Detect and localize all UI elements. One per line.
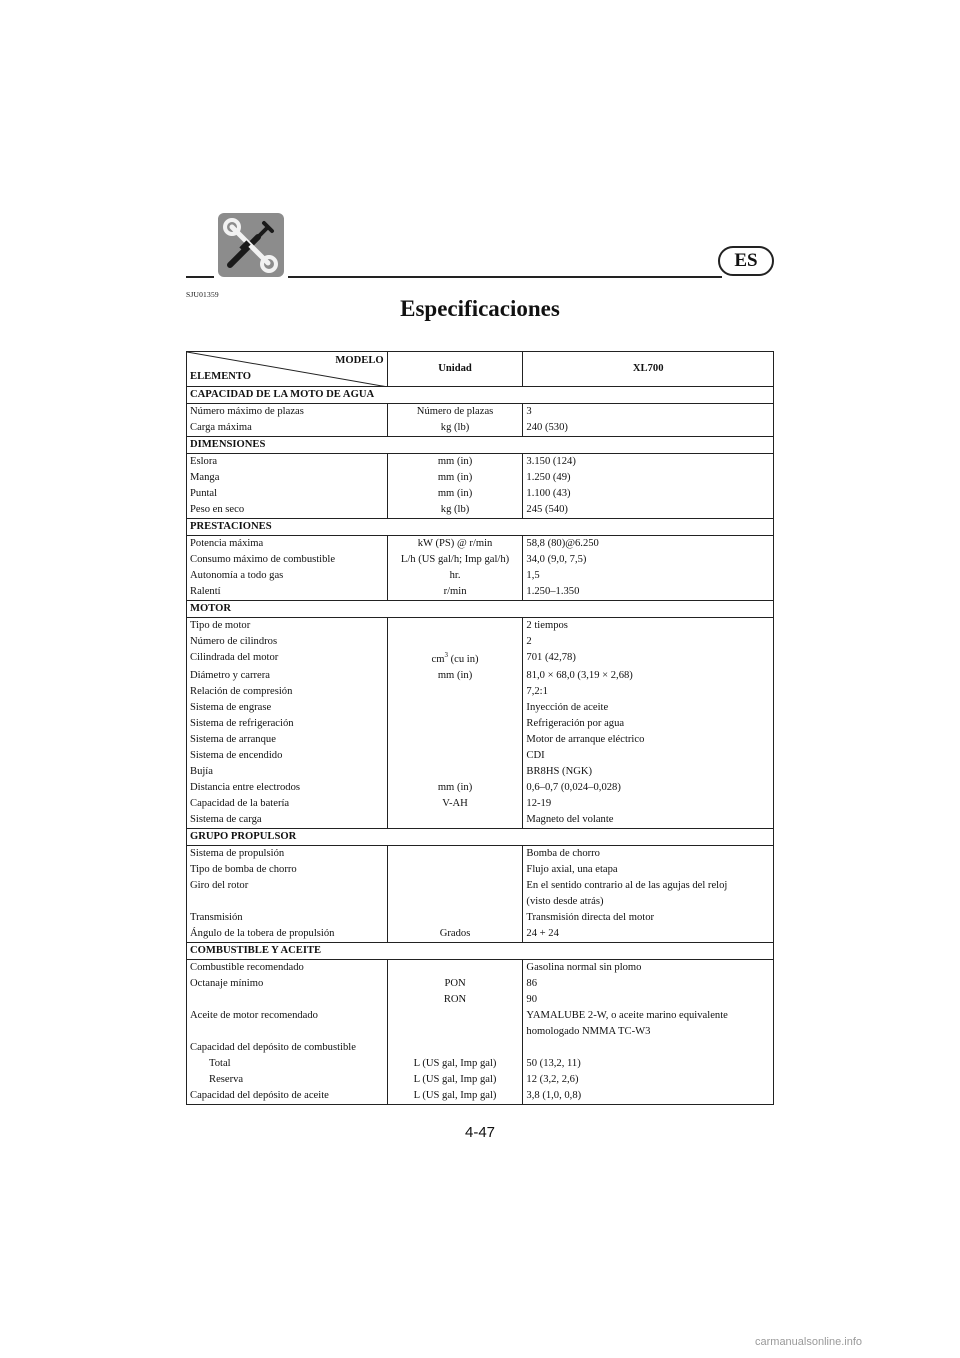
table-row: Distancia entre electrodos mm (in) 0,6–0,7 (0,024–0,028) xyxy=(187,780,774,796)
table-row: Cilindrada del motor $cm^3$ (cu in) 701 (42,78) xyxy=(187,650,774,668)
header-model: XL700 xyxy=(523,352,774,387)
watermark: carmanualsonline.info xyxy=(755,1336,863,1348)
table-row: Sistema de encendido CDI xyxy=(187,748,774,764)
table-row: Sistema de carga Magneto del volante xyxy=(187,812,774,829)
table-row: Tipo de bomba de chorro Flujo axial, una etapa xyxy=(187,862,774,878)
table-row: Sistema de engrase Inyección de aceite xyxy=(187,700,774,716)
table-row: Bujía BR8HS (NGK) xyxy=(187,764,774,780)
section-row: COMBUSTIBLE Y ACEITE xyxy=(187,943,774,960)
table-row: Peso en seco kg (lb) 245 (540) xyxy=(187,502,774,519)
header-rule-right xyxy=(288,276,722,278)
table-row: Puntal mm (in) 1.100 (43) xyxy=(187,486,774,502)
table-row: Capacidad del depósito de aceite L (US gal, Imp gal) 3,8 (1,0, 0,8) xyxy=(187,1088,774,1105)
section-row: CAPACIDAD DE LA MOTO DE AGUA xyxy=(187,387,774,404)
table-row: Potencia máxima kW (PS) @ r/min 58,8 (80)@6.250 xyxy=(187,536,774,553)
header-modelo: MODELO xyxy=(335,355,384,366)
table-row: Sistema de arranque Motor de arranque eléctrico xyxy=(187,732,774,748)
language-badge: ES xyxy=(718,246,774,276)
table-row: Ángulo de la tobera de propulsión Grados 24 + 24 xyxy=(187,926,774,943)
table-row: Número máximo de plazas Número de plazas 3 xyxy=(187,404,774,421)
table-row: Capacidad de la batería V-AH 12-19 xyxy=(187,796,774,812)
table-row: Diámetro y carrera mm (in) 81,0 × 68,0 (3,19 × 2,68) xyxy=(187,668,774,684)
page-title: Especificaciones xyxy=(400,296,560,321)
table-row: Total L (US gal, Imp gal) 50 (13,2, 11) xyxy=(187,1056,774,1072)
section-row: PRESTACIONES xyxy=(187,519,774,536)
table-row: Manga mm (in) 1.250 (49) xyxy=(187,470,774,486)
header-unidad: Unidad xyxy=(387,352,523,387)
section-row: GRUPO PROPULSOR xyxy=(187,829,774,846)
table-row: Transmisión Transmisión directa del motor xyxy=(187,910,774,926)
table-row: Tipo de motor 2 tiempos xyxy=(187,618,774,635)
specifications-table xyxy=(186,351,774,1105)
table-row: Eslora mm (in) 3.150 (124) xyxy=(187,454,774,471)
table-row: Capacidad del depósito de combustible xyxy=(187,1040,774,1056)
table-row: Carga máxima kg (lb) 240 (530) xyxy=(187,420,774,437)
reference-code: SJU01359 xyxy=(186,290,219,299)
table-row: (visto desde atrás) xyxy=(187,894,774,910)
table-header-row xyxy=(187,352,774,387)
table-row: Consumo máximo de combustible L/h (US gal/h; Imp gal/h) 34,0 (9,0, 7,5) xyxy=(187,552,774,568)
table-row: Aceite de motor recomendado YAMALUBE 2-W, o aceite marino equivalente xyxy=(187,1008,774,1024)
table-row: RON 90 xyxy=(187,992,774,1008)
table-row: Sistema de propulsión Bomba de chorro xyxy=(187,846,774,863)
table-row: homologado NMMA TC-W3 xyxy=(187,1024,774,1040)
page-number: 4-47 xyxy=(464,1124,496,1141)
section-row: DIMENSIONES xyxy=(187,437,774,454)
header-rule-left xyxy=(186,276,214,278)
header-elemento: ELEMENTO xyxy=(190,371,252,382)
table-row: Combustible recomendado Gasolina normal sin plomo xyxy=(187,960,774,977)
unit-cm3: $cm^3$ (cu in) xyxy=(387,650,523,668)
table-row: Autonomía a todo gas hr. 1,5 xyxy=(187,568,774,584)
table-row: Reserva L (US gal, Imp gal) 12 (3,2, 2,6) xyxy=(187,1072,774,1088)
tools-icon xyxy=(218,213,284,277)
table-row: Ralentí r/min 1.250–1.350 xyxy=(187,584,774,601)
header-corner-cell xyxy=(187,352,388,387)
table-row: Sistema de refrigeración Refrigeración por agua xyxy=(187,716,774,732)
table-row: Giro del rotor En el sentido contrario al de las agujas del reloj xyxy=(187,878,774,894)
section-row: MOTOR xyxy=(187,601,774,618)
table-row: Relación de compresión 7,2:1 xyxy=(187,684,774,700)
table-row: Octanaje mínimo PON 86 xyxy=(187,976,774,992)
table-row: Número de cilindros 2 xyxy=(187,634,774,650)
